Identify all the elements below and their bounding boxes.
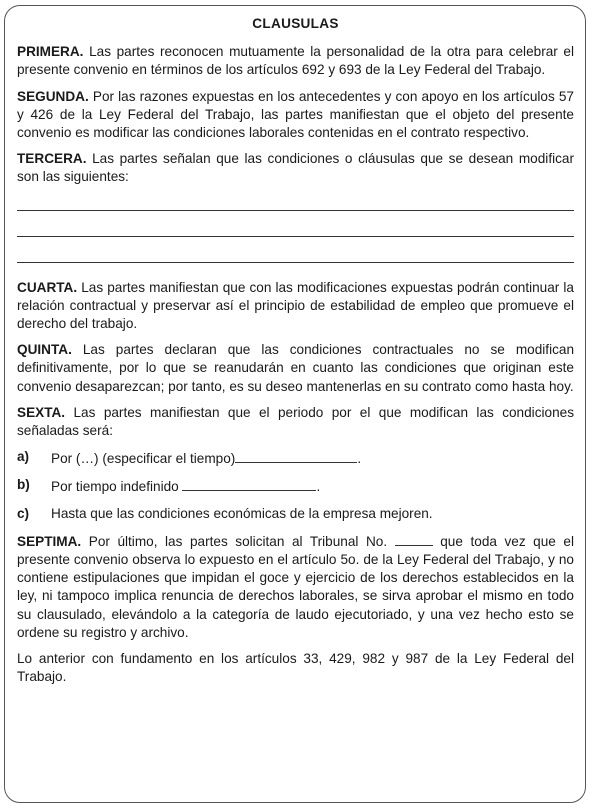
clause-tercera [17, 150, 574, 186]
item-letter: b) [17, 477, 30, 493]
closing-paragraph: Lo anterior con fundamento en los artículos 33, 429, 982 y 987 de la Ley Federal del Trabajo. [17, 651, 574, 685]
fill-line[interactable] [17, 193, 574, 211]
clause-label: PRIMERA. [17, 44, 84, 60]
item-letter: a) [17, 449, 30, 465]
clause-text: Las partes declaran que las condiciones contractuales no se modifican definitivamente, por lo que se reanudarán en cuanto las condiciones que originan este convenio desaparezcan; por tanto, es su deseo mantenerlas en su contrato como hasta hoy. [17, 342, 574, 394]
item-end: . [357, 451, 362, 467]
item-text-b: Por tiempo indefinido [51, 479, 183, 495]
blank-field[interactable] [235, 448, 357, 463]
list-item [17, 448, 574, 468]
fill-in-lines [17, 193, 574, 263]
clause-label: QUINTA. [17, 342, 72, 358]
clause-label: SEPTIMA. [17, 533, 82, 549]
clause-sexta [17, 404, 574, 440]
page-title: CLAUSULAS [252, 16, 339, 31]
list-item [17, 476, 574, 496]
item-text [51, 476, 320, 496]
clauses-frame [4, 5, 586, 803]
clause-text: Las partes señalan que las condiciones o cláusulas que se desean modificar son las siguientes: [17, 151, 574, 185]
blank-field[interactable] [182, 476, 316, 491]
clause-text: Las partes manifiestan que con las modificaciones expuestas podrán continuar la relación contractual y preservar así el principio de estabilidad de empleo que promueve el derecho del trabajo. [17, 279, 574, 332]
list-item [17, 505, 574, 523]
clause-label: SEXTA. [17, 404, 66, 420]
item-text [51, 448, 361, 468]
clause-segunda [17, 88, 574, 143]
clause-text: Las partes reconocen mutuamente la personalidad de la otra para celebrar el presente convenio en términos de los artículos 692 y 693 de la Ley Federal del Trabajo. [17, 44, 574, 78]
clause-text: Por las razones expuestas en los antecedentes y con apoyo en los artículos 57 y 426 de la Ley Federal del Trabajo, las partes manifiestan que el objeto del presente convenio es modificar las condiciones laborales contenidas en el contrato respectivo. [17, 88, 574, 141]
item-letter: c) [17, 505, 30, 521]
fill-line[interactable] [17, 245, 574, 263]
clause-text: Por último, las partes solicitan al Tribunal No. [81, 533, 395, 549]
clause-septima [17, 531, 574, 642]
clause-label: CUARTA. [17, 279, 78, 295]
clause-cuarta [17, 279, 574, 334]
clause-label: SEGUNDA. [17, 88, 89, 104]
fill-line[interactable] [17, 219, 574, 237]
item-end: . [316, 479, 321, 495]
clause-label: TERCERA. [17, 151, 87, 167]
tribunal-number-blank[interactable] [395, 531, 433, 546]
item-text-a: Por (…) (especificar el tiempo) [51, 451, 236, 467]
clause-text: Las partes manifiestan que el periodo por el que modifican las condiciones señaladas será: [17, 404, 574, 439]
clause-text: que toda vez que el presente convenio observa lo expuesto en el artículo 5o. de la Ley Federal del Trabajo, y no contiene estipulaciones que impidan el goce y ejercicio de los derechos establecidos en la ley, ni tampoco implica renuncia de derechos laborales, se sirva aprobar el mismo en todo su clausulado, elevándolo a la categoría de laudo ejecutoriado, y una vez hecho esto se ordene su registro y archivo. [17, 533, 574, 640]
clause-quinta [17, 341, 574, 396]
clause-primera [17, 43, 574, 79]
item-text-c: Hasta que las condiciones económicas de la empresa mejoren. [51, 505, 433, 521]
